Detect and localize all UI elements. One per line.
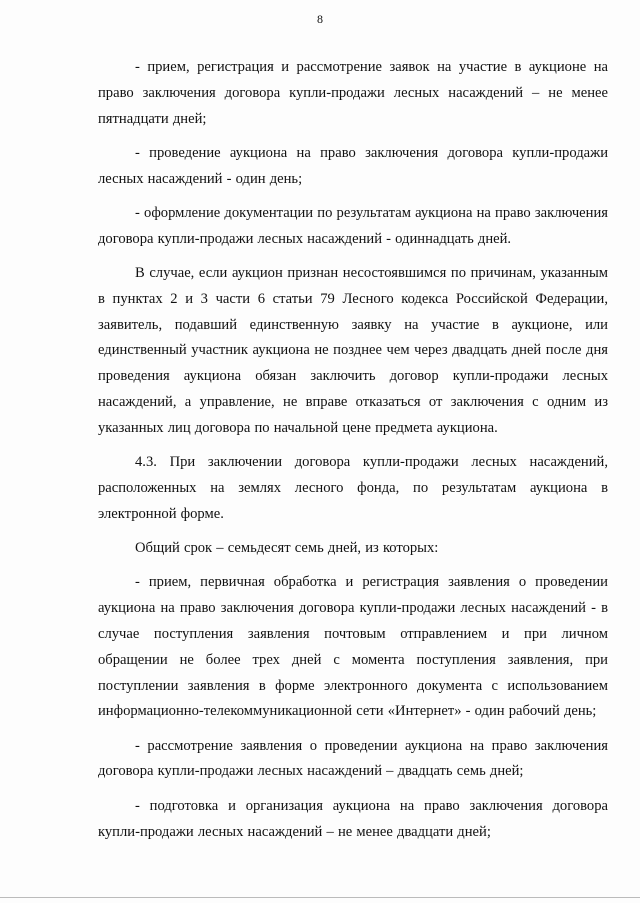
- paragraph-8: - рассмотрение заявления о проведении аукциона на право заключения договора купли-продажи лесных насаждений – двадцать семь дней;: [98, 737, 608, 780]
- bottom-scan-edge: [0, 897, 640, 898]
- paragraph-5: 4.3. При заключении договора купли-продажи лесных насаждений, расположенных на землях лесного фонда, по результатам аукциона в электронной форме.: [98, 454, 608, 522]
- paragraph-6: Общий срок – семьдесят семь дней, из которых:: [135, 540, 439, 557]
- paragraph-9: - подготовка и организация аукциона на право заключения договора купли-продажи лесных насаждений – не менее двадцати дней;: [98, 797, 608, 840]
- paragraph-1: - прием, регистрация и рассмотрение заявок на участие в аукционе на право заключения договора купли-продажи лесных насаждений – не менее пятнадцати дней;: [98, 59, 608, 127]
- paragraph-2: - проведение аукциона на право заключения договора купли-продажи лесных насаждений - один день;: [98, 144, 608, 187]
- paragraph-4: В случае, если аукцион признан несостоявшимся по причинам, указанным в пунктах 2 и 3 части 6 статьи 79 Лесного кодекса Российской Федерации, заявитель, подавший единственную заявку на участие в аукционе, или единственный участник аукциона не позднее чем через двадцать дней после дня проведения аукциона обязан заключить договор купли-продажи лесных насаждений, а управление, не вправе отказаться от заключения с одним из указанных лиц договора по начальной цене предмета аукциона.: [98, 265, 608, 436]
- paragraph-7: - прием, первичная обработка и регистрация заявления о проведении аукциона на право заключения договора купли-продажи лесных насаждений - в случае поступления заявления почтовым отправлением и при личном обращении не более трех дней с момента поступления заявления, при поступлении заявления в форме электронного документа с использованием информационно-телекоммуникационной сети «Интернет» - один рабочий день;: [98, 574, 608, 720]
- paragraph-3: - оформление документации по результатам аукциона на право заключения договора купли-продажи лесных насаждений - одиннадцать дней.: [98, 204, 608, 247]
- page-number: 8: [317, 12, 323, 26]
- document-body: [98, 55, 608, 845]
